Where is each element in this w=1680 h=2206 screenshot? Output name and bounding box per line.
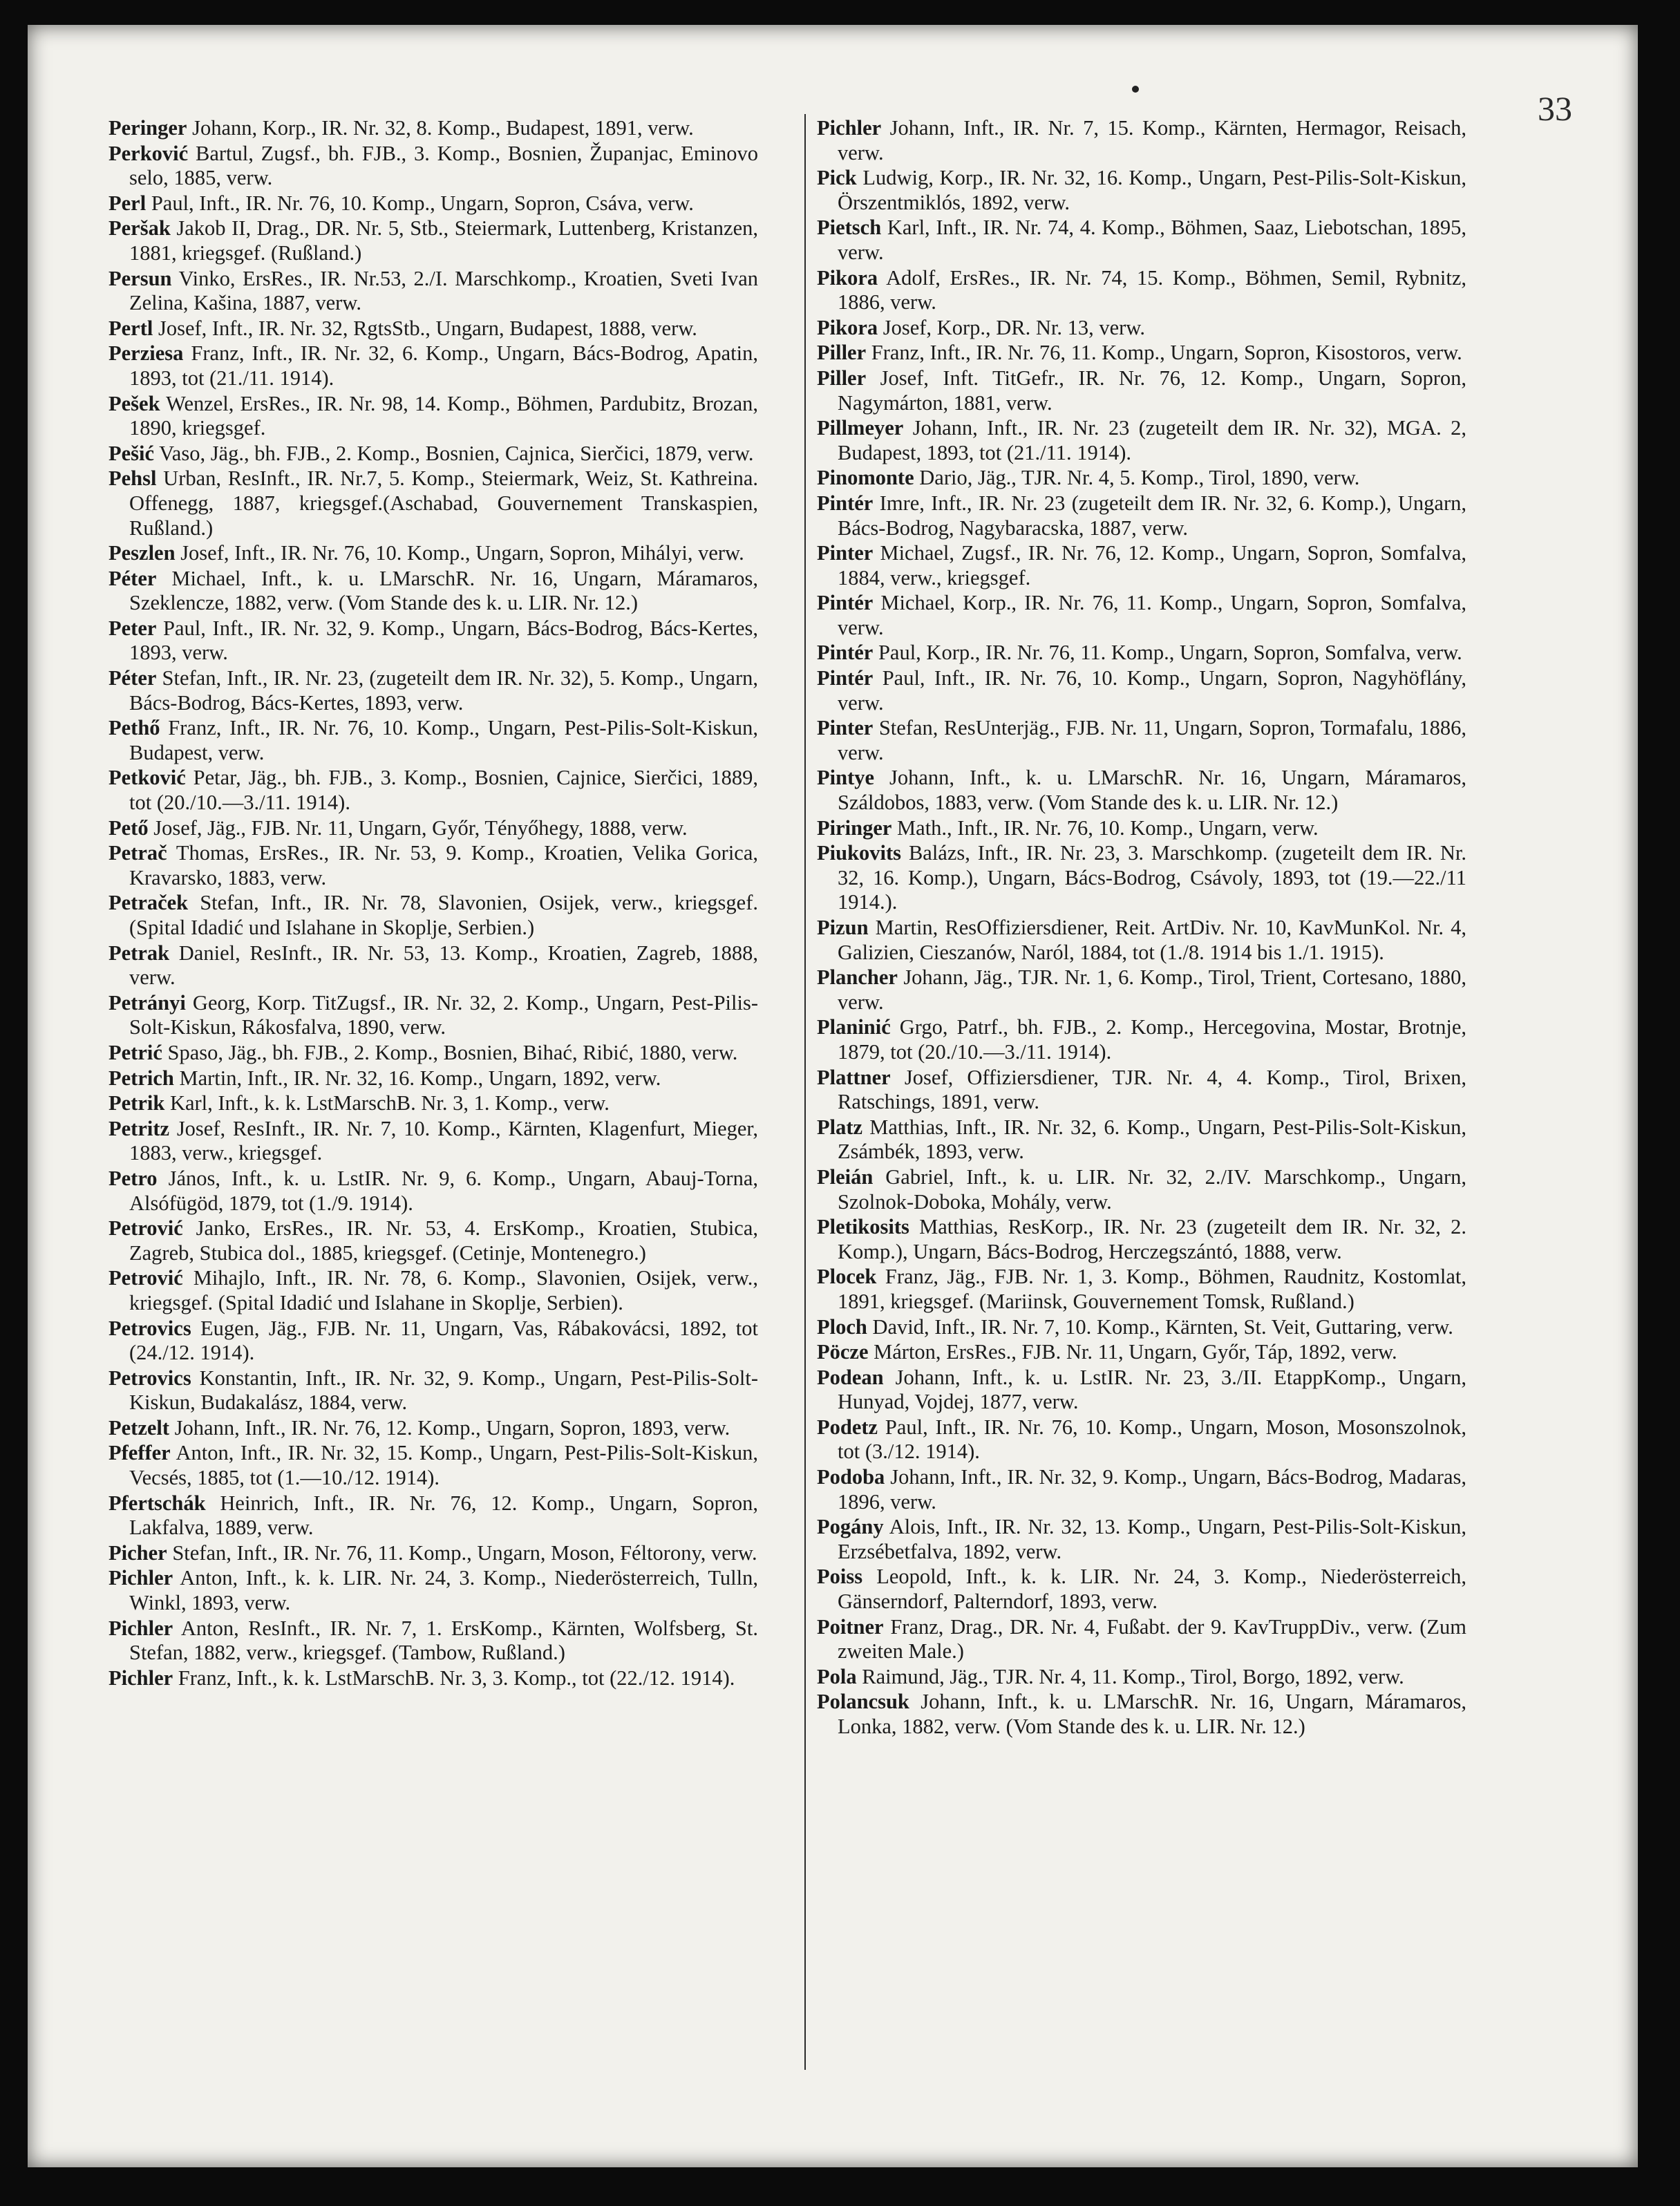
register-entry — [817, 1165, 1466, 1214]
entry-details: Johann, Inft., IR. Nr. 32, 9. Komp., Ungarn, Bács-Bodrog, Madaras, 1896, verw. — [838, 1465, 1466, 1514]
entry-surname: Pešić — [108, 441, 155, 465]
register-entry — [817, 641, 1466, 666]
entry-details: Daniel, ResInft., IR. Nr. 53, 13. Komp., Kroatien, Zagreb, 1888, verw. — [129, 941, 758, 990]
entry-details: Anton, Inft., k. k. LIR. Nr. 24, 3. Komp., Niederösterreich, Tulln, Winkl, 1893, verw. — [129, 1566, 758, 1615]
entry-details: Raimund, Jäg., TJR. Nr. 4, 11. Komp., Tirol, Borgo, 1892, verw. — [862, 1664, 1404, 1688]
entry-surname: Peršak — [108, 216, 171, 241]
register-entry — [108, 567, 758, 616]
entry-surname: Pietsch — [817, 216, 882, 240]
entry-details: Paul, Inft., IR. Nr. 76, 10. Komp., Ungarn, Sopron, Csáva, verw. — [151, 191, 694, 215]
entry-surname: Petrić — [108, 1040, 162, 1064]
entry-surname: Pfertschák — [108, 1491, 206, 1515]
entry-surname: Pöcze — [817, 1340, 869, 1364]
entry-details: Mihajlo, Inft., IR. Nr. 78, 6. Komp., Slavonien, Osijek, verw., kriegsgef. (Spital Idadić und Islahane in Skoplje, Serbien). — [129, 1266, 758, 1314]
entry-details: Anton, ResInft., IR. Nr. 7, 1. ErsKomp., Kärnten, Wolfsberg, St. Stefan, 1882, verw., kriegsgef. (Tambow, Rußland.) — [129, 1616, 758, 1665]
entry-details: Karl, Inft., IR. Nr. 74, 4. Komp., Böhmen, Saaz, Liebotschan, 1895, verw. — [838, 216, 1466, 264]
entry-details: Josef, Offiziersdiener, TJR. Nr. 4, 4. Komp., Tirol, Brixen, Ratschings, 1891, verw. — [838, 1065, 1467, 1114]
entry-details: Stefan, Inft., IR. Nr. 78, Slavonien, Osijek, verw., kriegsgef. (Spital Idadić und Islahane in Skoplje, Serbien.) — [129, 891, 758, 939]
entry-details: Wenzel, ErsRes., IR. Nr. 98, 14. Komp., Böhmen, Pardubitz, Brozan, 1890, kriegsgef. — [129, 391, 758, 440]
entry-details: Balázs, Inft., IR. Nr. 23, 3. Marschkomp. (zugeteilt dem IR. Nr. 32, 16. Komp.), Ungarn, Bács-Bodrog, Csávoly, 1893, tot (19.—22./11 1914.). — [838, 841, 1466, 914]
entry-surname: Petrich — [108, 1066, 174, 1090]
entry-surname: Pichler — [817, 116, 882, 140]
entry-surname: Pintér — [817, 666, 874, 690]
entry-details: Franz, Inft., IR. Nr. 76, 10. Komp., Ungarn, Pest-Pilis-Solt-Kiskun, Budapest, verw. — [129, 716, 758, 764]
register-entry — [817, 491, 1466, 540]
register-entry — [108, 716, 758, 765]
register-entry — [108, 1117, 758, 1166]
entry-surname: Podean — [817, 1365, 884, 1389]
entry-surname: Petković — [108, 766, 186, 790]
entry-details: Johann, Jäg., TJR. Nr. 1, 6. Komp., Tirol, Trient, Cortesano, 1880, verw. — [838, 965, 1466, 1014]
entry-details: Matthias, ResKorp., IR. Nr. 23 (zugeteilt dem IR. Nr. 32, 2. Komp.), Ungarn, Bács-Bodrog, Herczegszántó, 1888, verw. — [838, 1215, 1467, 1263]
entry-surname: Pintér — [817, 591, 874, 615]
entry-details: Franz, Inft., IR. Nr. 76, 11. Komp., Ungarn, Sopron, Kisostoros, verw. — [871, 341, 1462, 365]
entry-surname: Pizun — [817, 916, 869, 939]
entry-surname: Perl — [108, 191, 147, 215]
entry-surname: Petzelt — [108, 1415, 170, 1440]
register-entry — [108, 142, 758, 191]
entry-details: Dario, Jäg., TJR. Nr. 4, 5. Komp., Tirol, 1890, verw. — [919, 466, 1360, 490]
entry-details: Georg, Korp. TitZugsf., IR. Nr. 32, 2. Komp., Ungarn, Pest-Pilis-Solt-Kiskun, Rákosfalva, 1890, verw. — [129, 990, 758, 1039]
register-entry — [108, 1416, 758, 1441]
register-entry — [108, 941, 758, 990]
register-entry — [108, 1091, 758, 1116]
register-entry — [108, 1066, 758, 1091]
register-entry — [817, 1066, 1466, 1115]
register-entry — [108, 616, 758, 666]
entry-details: Bartul, Zugsf., bh. FJB., 3. Komp., Bosnien, Županjac, Eminovo selo, 1885, verw. — [129, 141, 759, 190]
register-entry — [817, 1215, 1466, 1264]
register-entry — [817, 816, 1466, 841]
entry-surname: Pinomonte — [817, 466, 914, 490]
entry-details: Urban, ResInft., IR. Nr.7, 5. Komp., Steiermark, Weiz, St. Kathreina. Offenegg, 1887, kriegsgef.(Aschabad, Gouvernement Transkaspien, Rußland.) — [129, 466, 759, 540]
register-entry — [817, 1015, 1466, 1064]
register-entry — [817, 166, 1466, 215]
register-entry — [108, 541, 758, 566]
entry-details: Michael, Inft., k. u. LMarschR. Nr. 16, Ungarn, Máramaros, Szeklencze, 1882, verw. (Vom Stande des k. u. LIR. Nr. 12.) — [129, 566, 758, 615]
entry-surname: Petrovics — [108, 1366, 191, 1390]
entry-details: Franz, Inft., IR. Nr. 32, 6. Komp., Ungarn, Bács-Bodrog, Apatin, 1893, tot (21./11. 1914). — [129, 341, 759, 390]
entry-surname: Polancsuk — [817, 1690, 909, 1714]
entry-surname: Pfeffer — [108, 1441, 171, 1465]
register-entry — [108, 1216, 758, 1265]
entry-details: Márton, ErsRes., FJB. Nr. 11, Ungarn, Győr, Táp, 1892, verw. — [874, 1340, 1397, 1364]
entry-surname: Piller — [817, 341, 867, 365]
entry-details: Paul, Inft., IR. Nr. 76, 10. Komp., Ungarn, Sopron, Nagyhöflány, verw. — [838, 666, 1466, 715]
entry-surname: Petritz — [108, 1116, 170, 1140]
register-entry — [108, 1366, 758, 1415]
entry-surname: Picher — [108, 1540, 167, 1565]
register-entry — [817, 1265, 1466, 1314]
register-entry — [817, 965, 1466, 1015]
register-entry — [108, 1317, 758, 1366]
entry-surname: Pikora — [817, 265, 878, 290]
entry-surname: Pichler — [108, 1616, 173, 1640]
entry-details: Thomas, ErsRes., IR. Nr. 53, 9. Komp., Kroatien, Velika Gorica, Kravarsko, 1883, verw. — [129, 841, 758, 889]
entry-surname: Persun — [108, 266, 172, 290]
entry-surname: Platz — [817, 1115, 863, 1139]
entry-surname: Petrović — [108, 1216, 183, 1241]
entry-details: Paul, Inft., IR. Nr. 32, 9. Komp., Ungarn, Bács-Bodrog, Bács-Kertes, 1893, verw. — [129, 616, 758, 665]
register-entry — [817, 766, 1466, 815]
register-entry — [817, 666, 1466, 715]
entry-surname: Piukovits — [817, 841, 902, 865]
entry-surname: Peter — [108, 616, 157, 640]
register-entry — [108, 1666, 758, 1691]
entry-surname: Petrač — [108, 841, 167, 865]
entry-surname: Perziesa — [108, 341, 184, 366]
entry-surname: Piller — [817, 366, 867, 390]
register-entry — [817, 1315, 1466, 1340]
column-divider — [804, 114, 806, 2070]
register-entry — [817, 1115, 1466, 1165]
entry-details: Vinko, ErsRes., IR. Nr.53, 2./I. Marschkomp., Kroatien, Sveti Ivan Zelina, Kašina, 1887, verw. — [129, 266, 759, 315]
entry-details: Johann, Inft., k. u. LstIR. Nr. 23, 3./II. EtappKomp., Ungarn, Hunyad, Vojdej, 1877, verw. — [838, 1365, 1466, 1414]
entry-details: Heinrich, Inft., IR. Nr. 76, 12. Komp., Ungarn, Sopron, Lakfalva, 1889, verw. — [129, 1491, 759, 1540]
register-entry — [817, 1465, 1466, 1514]
entry-surname: Ploch — [817, 1314, 867, 1339]
entry-surname: Pethő — [108, 716, 160, 740]
entry-details: Paul, Korp., IR. Nr. 76, 11. Komp., Ungarn, Sopron, Somfalva, verw. — [878, 641, 1462, 665]
entry-surname: Petrik — [108, 1091, 165, 1115]
entry-surname: Pogány — [817, 1515, 884, 1539]
entry-surname: Poitner — [817, 1614, 884, 1639]
entry-surname: Podetz — [817, 1415, 878, 1439]
register-entry — [817, 216, 1466, 265]
entry-details: Michael, Korp., IR. Nr. 76, 11. Komp., Ungarn, Sopron, Somfalva, verw. — [838, 591, 1467, 639]
entry-details: Spaso, Jäg., bh. FJB., 2. Komp., Bosnien, Bihać, Ribić, 1880, verw. — [167, 1040, 738, 1064]
entry-surname: Petrović — [108, 1266, 183, 1290]
entry-surname: Pintye — [817, 766, 875, 790]
entry-surname: Plattner — [817, 1065, 891, 1089]
entry-details: Michael, Zugsf., IR. Nr. 76, 12. Komp., Ungarn, Sopron, Somfalva, 1884, verw., kriegsgef. — [838, 541, 1466, 590]
register-entry — [108, 1167, 758, 1216]
entry-details: Johann, Inft., k. u. LMarschR. Nr. 16, Ungarn, Máramaros, Száldobos, 1883, verw. (Vom Stande des k. u. LIR. Nr. 12.) — [838, 766, 1466, 815]
entry-details: Gabriel, Inft., k. u. LIR. Nr. 32, 2./IV. Marschkomp., Ungarn, Szolnok-Doboka, Mohály, verw. — [838, 1165, 1467, 1214]
right-column — [817, 116, 1466, 1740]
entry-details: Johann, Inft., k. u. LMarschR. Nr. 16, Ungarn, Máramaros, Lonka, 1882, verw. (Vom Stande des k. u. LIR. Nr. 12.) — [838, 1690, 1466, 1738]
register-entry — [817, 1366, 1466, 1415]
entry-surname: Pichler — [108, 1566, 173, 1590]
register-entry — [108, 392, 758, 441]
register-entry — [108, 816, 758, 841]
entry-details: Josef, Inft. TitGefr., IR. Nr. 76, 12. Komp., Ungarn, Sopron, Nagymárton, 1881, verw. — [838, 366, 1466, 415]
register-entry — [817, 1415, 1466, 1464]
entry-details: Adolf, ErsRes., IR. Nr. 74, 15. Komp., Böhmen, Semil, Rybnitz, 1886, verw. — [838, 265, 1466, 314]
entry-details: Matthias, Inft., IR. Nr. 32, 6. Komp., Ungarn, Pest-Pilis-Solt-Kiskun, Zsámbék, 1893, verw. — [838, 1115, 1466, 1164]
entry-details: Stefan, ResUnterjäg., FJB. Nr. 11, Ungarn, Sopron, Tormafalu, 1886, verw. — [838, 716, 1467, 764]
entry-details: Franz, Inft., k. k. LstMarschB. Nr. 3, 3. Komp., tot (22./12. 1914). — [178, 1666, 735, 1690]
entry-details: Johann, Korp., IR. Nr. 32, 8. Komp., Budapest, 1891, verw. — [192, 116, 694, 140]
register-entry — [817, 366, 1466, 415]
entry-details: Johann, Inft., IR. Nr. 23 (zugeteilt dem IR. Nr. 32), MGA. 2, Budapest, 1893, tot (21./11. 1914). — [838, 416, 1467, 464]
entry-details: Eugen, Jäg., FJB. Nr. 11, Ungarn, Vas, Rábakovácsi, 1892, tot (24./12. 1914). — [129, 1316, 759, 1365]
register-entry — [817, 1665, 1466, 1690]
entry-surname: Pick — [817, 166, 857, 190]
register-entry — [817, 466, 1466, 491]
register-entry — [108, 1266, 758, 1315]
entry-details: Franz, Jäg., FJB. Nr. 1, 3. Komp., Böhmen, Raudnitz, Kostomlat, 1891, kriegsgef. (Mariinsk, Gouvernement Tomsk, Rußland.) — [838, 1265, 1467, 1313]
entry-surname: Pleián — [817, 1165, 874, 1189]
entry-surname: Planinić — [817, 1015, 891, 1039]
register-entry — [108, 267, 758, 316]
entry-surname: Plocek — [817, 1265, 877, 1289]
register-entry — [817, 316, 1466, 341]
entry-surname: Petraček — [108, 891, 189, 915]
register-entry — [108, 191, 758, 216]
entry-surname: Pešek — [108, 391, 160, 415]
register-entry — [108, 991, 758, 1040]
entry-details: Anton, Inft., IR. Nr. 32, 15. Komp., Ungarn, Pest-Pilis-Solt-Kiskun, Vecsés, 1885, tot (1.—10./12. 1914). — [129, 1441, 758, 1490]
entry-surname: Pikora — [817, 315, 878, 339]
entry-surname: Plancher — [817, 965, 898, 990]
entry-details: Karl, Inft., k. k. LstMarschB. Nr. 3, 1. Komp., verw. — [169, 1091, 610, 1115]
entry-surname: Petrányi — [108, 990, 186, 1015]
register-entry — [817, 841, 1466, 915]
entry-surname: Pintér — [817, 641, 874, 665]
register-entry — [817, 116, 1466, 165]
entry-details: Martin, ResOffiziersdiener, Reit. ArtDiv. Nr. 10, KavMunKol. Nr. 4, Galizien, Cieszanów, Naról, 1884, tot (1./8. 1914 bis 1./1. 1915). — [838, 916, 1466, 964]
register-entry — [108, 341, 758, 390]
register-entry — [108, 766, 758, 815]
register-entry — [108, 1491, 758, 1540]
entry-details: Math., Inft., IR. Nr. 76, 10. Komp., Ungarn, verw. — [897, 816, 1319, 840]
entry-surname: Peszlen — [108, 541, 176, 565]
entry-details: David, Inft., IR. Nr. 7, 10. Komp., Kärnten, St. Veit, Guttaring, verw. — [872, 1314, 1453, 1339]
entry-details: Grgo, Patrf., bh. FJB., 2. Komp., Hercegovina, Mostar, Brotnje, 1879, tot (20./10.—3./11. 1914). — [838, 1015, 1467, 1064]
entry-details: Konstantin, Inft., IR. Nr. 32, 9. Komp., Ungarn, Pest-Pilis-Solt-Kiskun, Budakalász, 1884, verw. — [129, 1366, 759, 1415]
register-entry — [817, 1690, 1466, 1739]
register-entry — [817, 266, 1466, 315]
register-entry — [817, 541, 1466, 590]
left-column — [108, 116, 758, 1691]
entry-surname: Pehsl — [108, 466, 157, 491]
entry-details: Jakob II, Drag., DR. Nr. 5, Stb., Steiermark, Luttenberg, Kristanzen, 1881, kriegsgef. (Rußland.) — [129, 216, 758, 265]
register-entry — [108, 1566, 758, 1615]
register-entry — [817, 716, 1466, 765]
entry-surname: Pola — [817, 1664, 857, 1688]
entry-surname: Pillmeyer — [817, 416, 904, 440]
entry-details: Alois, Inft., IR. Nr. 32, 13. Komp., Ungarn, Pest-Pilis-Solt-Kiskun, Erzsébetfalva, 1892, verw. — [838, 1515, 1466, 1563]
entry-surname: Pletikosits — [817, 1215, 909, 1239]
register-entry — [108, 1041, 758, 1066]
entry-details: Josef, Inft., IR. Nr. 32, RgtsStb., Ungarn, Budapest, 1888, verw. — [158, 316, 697, 340]
entry-details: Franz, Drag., DR. Nr. 4, Fußabt. der 9. KavTruppDiv., verw. (Zum zweiten Male.) — [838, 1614, 1466, 1663]
register-entry — [817, 591, 1466, 640]
register-entry — [108, 666, 758, 715]
entry-details: Martin, Inft., IR. Nr. 32, 16. Komp., Ungarn, 1892, verw. — [179, 1066, 661, 1090]
register-entry — [108, 466, 758, 540]
entry-surname: Péter — [108, 666, 157, 690]
register-entry — [108, 1541, 758, 1566]
entry-details: Johann, Inft., IR. Nr. 76, 12. Komp., Ungarn, Sopron, 1893, verw. — [174, 1415, 730, 1440]
entry-surname: Petrak — [108, 941, 170, 965]
entry-details: Stefan, Inft., IR. Nr. 76, 11. Komp., Ungarn, Moson, Féltorony, verw. — [172, 1540, 757, 1565]
register-entry — [817, 341, 1466, 366]
entry-details: Josef, Korp., DR. Nr. 13, verw. — [883, 315, 1145, 339]
register-entry — [108, 891, 758, 940]
entry-details: János, Inft., k. u. LstIR. Nr. 9, 6. Komp., Ungarn, Abauj-Torna, Alsófügöd, 1879, tot (1./9. 1914). — [129, 1166, 759, 1215]
entry-details: Johann, Inft., IR. Nr. 7, 15. Komp., Kärnten, Hermagor, Reisach, verw. — [838, 116, 1466, 164]
entry-details: Paul, Inft., IR. Nr. 76, 10. Komp., Ungarn, Moson, Mosonszolnok, tot (3./12. 1914). — [838, 1415, 1467, 1464]
entry-surname: Péter — [108, 566, 157, 590]
entry-details: Leopold, Inft., k. k. LIR. Nr. 24, 3. Komp., Niederösterreich, Gänserndorf, Palterndorf, 1893, verw. — [838, 1565, 1466, 1614]
register-entry — [108, 841, 758, 890]
entry-surname: Peringer — [108, 116, 187, 140]
register-entry — [108, 1616, 758, 1666]
entry-surname: Pinter — [817, 541, 874, 565]
register-entry — [817, 1340, 1466, 1365]
register-entry — [108, 317, 758, 341]
entry-surname: Petro — [108, 1166, 158, 1190]
entry-details: Imre, Inft., IR. Nr. 23 (zugeteilt dem IR. Nr. 32, 6. Komp.), Ungarn, Bács-Bodrog, Nagybaracska, 1887, verw. — [838, 491, 1467, 540]
register-entry — [108, 1441, 758, 1490]
entry-surname: Pertl — [108, 316, 153, 340]
entry-surname: Pető — [108, 816, 149, 840]
entry-details: Janko, ErsRes., IR. Nr. 53, 4. ErsKomp., Kroatien, Stubica, Zagreb, Stubica dol., 1885, kriegsgef. (Cetinje, Montenegro.) — [129, 1216, 758, 1265]
print-dot-mark — [1132, 86, 1139, 93]
entry-details: Petar, Jäg., bh. FJB., 3. Komp., Bosnien, Cajnice, Sierčici, 1889, tot (20./10.—3./11. 1914). — [129, 766, 759, 815]
entry-surname: Piringer — [817, 816, 892, 840]
register-entry — [817, 1565, 1466, 1614]
entry-details: Vaso, Jäg., bh. FJB., 2. Komp., Bosnien, Cajnica, Sierčici, 1879, verw. — [159, 441, 754, 465]
register-entry — [817, 1615, 1466, 1664]
entry-surname: Pintér — [817, 491, 874, 515]
register-entry — [817, 916, 1466, 965]
register-entry — [108, 442, 758, 466]
register-entry — [817, 1515, 1466, 1564]
entry-details: Josef, Inft., IR. Nr. 76, 10. Komp., Ungarn, Sopron, Mihályi, verw. — [180, 541, 744, 565]
entry-surname: Petrovics — [108, 1316, 191, 1340]
register-entry — [108, 216, 758, 265]
entry-details: Stefan, Inft., IR. Nr. 23, (zugeteilt dem IR. Nr. 32), 5. Komp., Ungarn, Bács-Bodrog, Bács-Kertes, 1893, verw. — [129, 666, 759, 715]
entry-surname: Poiss — [817, 1565, 863, 1589]
entry-surname: Perković — [108, 141, 189, 165]
register-entry — [817, 416, 1466, 465]
entry-surname: Pichler — [108, 1666, 173, 1690]
register-entry — [108, 116, 758, 141]
entry-details: Ludwig, Korp., IR. Nr. 32, 16. Komp., Ungarn, Pest-Pilis-Solt-Kiskun, Örszentmiklós, 1892, verw. — [838, 166, 1467, 214]
entry-details: Josef, ResInft., IR. Nr. 7, 10. Komp., Kärnten, Klagenfurt, Mieger, 1883, verw., kriegsgef. — [129, 1116, 758, 1165]
entry-surname: Podoba — [817, 1465, 885, 1489]
entry-surname: Pinter — [817, 716, 874, 740]
page-number: 33 — [1538, 89, 1572, 128]
entry-details: Josef, Jäg., FJB. Nr. 11, Ungarn, Győr, Tényőhegy, 1888, verw. — [153, 816, 688, 840]
